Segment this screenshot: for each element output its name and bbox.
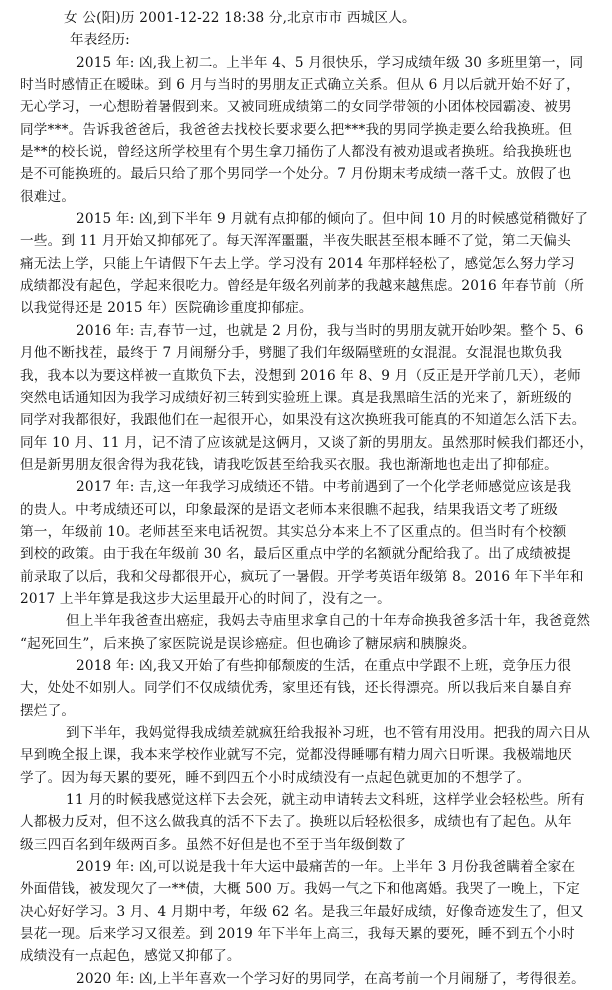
- paragraph-line: 以我觉得还是 2015 年）医院确诊重度抑郁症。: [20, 300, 313, 317]
- paragraph-line: 摆烂了。: [20, 702, 76, 719]
- paragraph-line: 痛无法上学，只能上午请假下午去上学。学习没有 2014 年那样轻松了，感觉怎么努力学习: [20, 255, 575, 272]
- paragraph-line: 2020 年: 凶,上半年喜欢一个学习好的男同学，在高考前一个月闹掰了，考得很差。: [76, 970, 585, 987]
- paragraph-line: 2015 年: 凶,我上初二。上半年 4、5 月很快乐，学习成绩年级 30 多班里第一，同: [76, 54, 584, 71]
- paragraph-line: “起死回生”，后来换了家医院说是误诊癌症。但也确诊了糖尿病和胰腺炎。: [20, 635, 476, 652]
- paragraph-line: 级三四百名到年级两百多。虽然不好但是也不至于当年级倒数了: [20, 836, 407, 853]
- paragraph-line: 2017 年: 吉,这一年我学习成绩还不错。中考前遇到了一个化学老师感觉应该是我: [76, 479, 572, 496]
- paragraph-line: 前录取了以后，我和父母都很开心，疯玩了一暑假。开学考英语年级第 8。2016 年下半年和: [20, 568, 584, 585]
- paragraph-line: 时当时感情正在暧昧。到 6 月与当时的男朋友正式确立关系。但从 6 月以后就开始不好了，: [20, 77, 580, 94]
- paragraph-line: 成绩都没有起色，学起来很吃力。曾经是年级名列前茅的我越来越焦虑。2016 年春节前（所: [20, 278, 585, 295]
- paragraph-line: 成绩没有一点起色，感觉又抑郁了。: [20, 948, 241, 965]
- paragraph-line: 2019 年: 凶,可以说是我十年大运中最痛苦的一年。上半年 3 月份我爸瞒着全家在: [76, 859, 576, 876]
- paragraph-line: 2017 上半年算是我这步大运里最开心的时间了，没有之一。: [20, 590, 391, 607]
- paragraph-line: 到校的政策。由于我在年级前 30 名，最后区重点中学的名额就分配给我了。出了成绩被提: [20, 546, 571, 563]
- paragraph-line: 但是新男朋友很舍得为我花钱，请我吃饭甚至给我买衣服。我也渐渐地也走出了抑郁症。: [20, 456, 558, 473]
- paragraph-line: 2018 年: 凶,我又开始了有些抑郁颓废的生活，在重点中学跟不上班，竞争压力很: [76, 657, 572, 674]
- paragraph-line: 学了。因为每天累的要死，睡不到四五个小时成绩没有一点起色就更加的不想学了。: [20, 769, 531, 786]
- paragraph-line: 月他不断找茬，最终于 7 月闹掰分手，劈腿了我们年级隔壁班的女混混。女混混也欺负我: [20, 345, 563, 362]
- paragraph-line: 2016 年: 吉,春节一过，也就是 2 月份，我与当时的男朋友就开始吵架。整个 5、6: [76, 322, 584, 339]
- paragraph-line: 是**的校长说，曾经这所学校里有个男生拿刀捅伤了人都没有被劝退或者换班。给我换班也: [20, 144, 572, 161]
- paragraph-line: 无心学习，一心想盼着暑假到来。又被同班成绩第二的女同学带领的小团体校园霸凌、被男: [20, 99, 572, 116]
- paragraph-line: 外面借钱，被发现欠了一**债，大概 500 万。我妈一气之下和他离婚。我哭了一晚上，下定: [20, 881, 580, 898]
- document-header: 女 公(阳)历 2001-12-22 18:38 分,北京市市 西城区人。: [64, 10, 416, 26]
- paragraph-line: 昙花一现。后来学习又很差。到 2019 年下半年上高三，我每天累的要死，睡不到五个小时: [20, 926, 575, 943]
- paragraph-line: 很难过。: [20, 188, 76, 205]
- paragraph-line: 2015 年: 凶,到下半年 9 月就有点抑郁的倾向了。但中间 10 月的时候感觉稍微好了: [76, 211, 589, 228]
- paragraph-line: 但上半年我爸查出癌症，我妈去寺庙里求拿自己的十年寿命换我爸多活十年，我爸竟然: [66, 613, 591, 630]
- paragraph-line: 早到晚全报上课，我本来学校作业就写不完，觉都没得睡哪有精力周六日听课。我极端地厌: [20, 747, 572, 764]
- paragraph-line: 我，我本以为要这样被一直欺负下去，没想到 2016 年 8、9 月（反正是开学前几天），老师: [20, 367, 581, 384]
- paragraph-line: 大，处处不如别人。同学们不仅成绩优秀，家里还有钱，还长得漂亮。所以我后来自暴自弃: [20, 680, 572, 697]
- paragraph-line: 到下半年，我妈觉得我成绩差就疯狂给我报补习班，也不管有用没用。把我的周六日从: [66, 725, 591, 741]
- paragraph-line: 的贵人。中考成绩还可以，印象最深的是语文老师本来很瞧不起我，结果我语文考了班级: [20, 501, 558, 518]
- paragraph-line: 同年 10 月、11 月，记不清了应该就是这俩月，又谈了新的男朋友。虽然那时候我们都还小，: [20, 434, 594, 451]
- paragraph-line: 突然电话通知因为我学习成绩好初三转到实验班上课。真是我黑暗生活的光来了，新班级的: [20, 389, 572, 406]
- paragraph-line: 是不可能换班的。最后只给了那个男同学一个处分。7 月份期末考成绩一落千丈。放假了也: [20, 166, 572, 183]
- paragraph-line: 同学对我都很好，我跟他们在一起很开心，如果没有这次换班我可能真的不知道怎么活下去。: [20, 412, 586, 429]
- paragraph-line: 11 月的时候我感觉这样下去会死，就主动申请转去文科班，这样学业会轻松些。所有: [66, 792, 585, 809]
- paragraph-line: 人都极力反对，但不这么做我真的活不下去了。换班以后轻松很多，成绩也有了起色。从年: [20, 814, 572, 831]
- paragraph-line: 第一，年级前 10。老师甚至来电话祝贺。其实总分本来上不了区重点的。但当时有个校额: [20, 523, 567, 540]
- document-subheader: 年表经历:: [70, 32, 130, 49]
- paragraph-line: 决心好好学习。3 月、4 月期中考，年级 62 名。是我三年最好成绩，好像奇迹发生了，但又: [20, 903, 584, 920]
- paragraph-line: 同学***。告诉我爸爸后，我爸爸去找校长要求要么把***我的男同学换走要么给我换班。但: [20, 121, 573, 138]
- paragraph-line: 一些。到 11 月开始又抑郁死了。每天浑浑噩噩，半夜失眠甚至根本睡不了觉，第二天偏头: [20, 233, 571, 250]
